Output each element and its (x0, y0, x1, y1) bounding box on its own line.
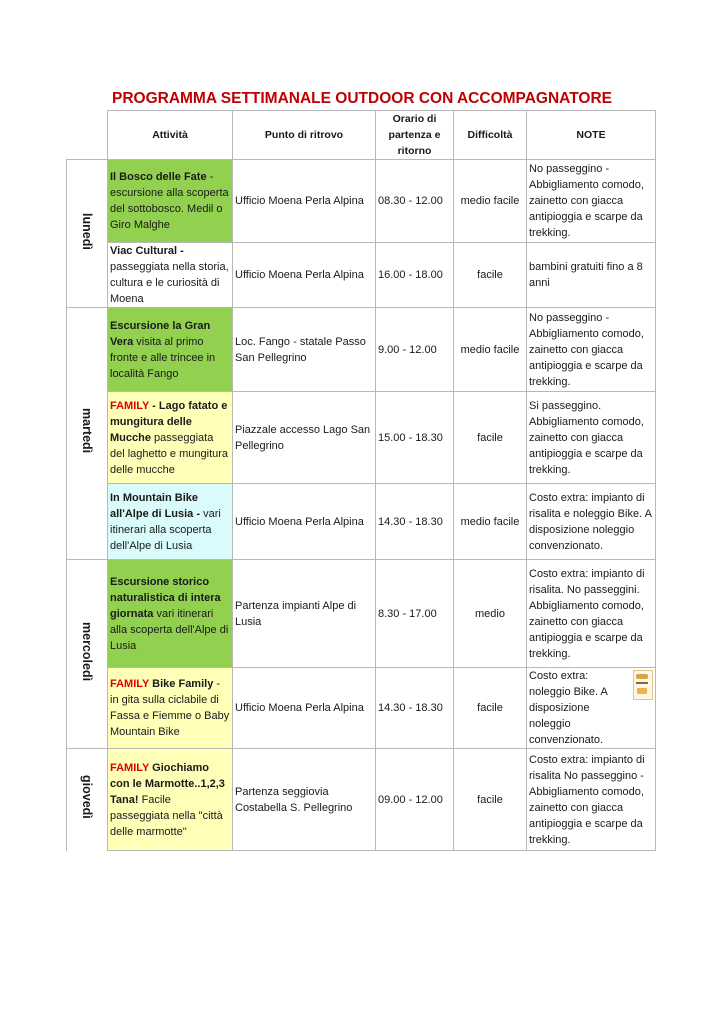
day-label-martedi: martedì (80, 408, 94, 454)
activity-title: Il Bosco delle Fate (110, 171, 207, 183)
activity-cell (108, 560, 233, 668)
meeting-point-cell: Ufficio Moena Perla Alpina (233, 243, 376, 308)
difficulty-cell: medio (454, 560, 527, 668)
table-row (67, 243, 656, 308)
notes-cell: Costo extra: impianto di risalita. No passeggini. Abbigliamento comodo, zainetto con giacca antipioggia e scarpe da trekking. (527, 560, 656, 668)
activity-cell (108, 668, 233, 749)
activity-title: In Mountain Bike all'Alpe di Lusia - (110, 491, 201, 520)
activity-cell (108, 484, 233, 560)
time-cell: 08.30 - 12.00 (376, 160, 454, 243)
header-time-line2: partenza e (388, 129, 441, 141)
meeting-point-cell: Piazzale accesso Lago San Pellegrino (233, 392, 376, 484)
activity-title: Bike Family (149, 678, 214, 690)
activity-description: - escursione alla scoperta del sottobosco. Medil o Giro Malghe (110, 171, 229, 231)
difficulty-cell: medio facile (454, 160, 527, 243)
table-row (67, 668, 656, 749)
day-label-lunedi: lunedì (80, 212, 94, 250)
moena-logo-icon (633, 670, 653, 700)
difficulty-cell: facile (454, 392, 527, 484)
activity-description: Facile passeggiata nella "città delle marmotte" (110, 793, 223, 838)
activity-title: - Lago fatato e mungitura delle Mucche (110, 399, 228, 444)
activity-cell (108, 160, 233, 243)
day-cell-giovedi (67, 749, 108, 851)
difficulty-cell: medio facile (454, 484, 527, 560)
header-time (376, 111, 454, 160)
table-row (67, 308, 656, 392)
notes-cell: Costo extra: impianto di risalita No passeggino - Abbigliamento comodo, zainetto con giacca antipioggia e scarpe da trekking. (527, 749, 656, 851)
schedule-table (66, 110, 656, 851)
notes-cell: No passeggino - Abbigliamento comodo, zainetto con giacca antipioggia e scarpe da trekking. (527, 160, 656, 243)
activity-description: vari itinerari alla scoperta dell'Alpe di Lusia (110, 507, 221, 552)
activity-description: passeggiata del laghetto e mungitura delle mucche (110, 431, 229, 476)
time-cell: 8.30 - 17.00 (376, 560, 454, 668)
activity-description: visita al primo fronte e alle trincee in località Fango (110, 335, 216, 380)
notes-text: Costo extra: noleggio Bike. A disposizione noleggio convenzionato. (529, 670, 608, 746)
activity-cell (108, 392, 233, 484)
table-row (67, 560, 656, 668)
meeting-point-cell: Ufficio Moena Perla Alpina (233, 484, 376, 560)
activity-title: Giochiamo con le Marmotte..1,2,3 Tana! (110, 761, 225, 806)
day-label-giovedi: giovedì (80, 775, 94, 820)
activity-title: Escursione storico naturalistica di intera giornata (110, 575, 221, 620)
meeting-point-cell: Partenza seggiovia Costabella S. Pellegrino (233, 749, 376, 851)
family-label: FAMILY (110, 399, 150, 412)
activity-cell (108, 749, 233, 851)
header-day-blank (67, 111, 108, 160)
notes-cell: bambini gratuiti fino a 8 anni (527, 243, 656, 308)
table-row (67, 160, 656, 243)
time-cell: 14.30 - 18.30 (376, 484, 454, 560)
header-meeting-point: Punto di ritrovo (233, 111, 376, 160)
header-notes: NOTE (527, 111, 656, 160)
notes-cell: Si passeggino. Abbigliamento comodo, zainetto con giacca antipioggia e scarpe da trekking. (527, 392, 656, 484)
difficulty-cell: facile (454, 243, 527, 308)
table-row (67, 484, 656, 560)
time-cell: 9.00 - 12.00 (376, 308, 454, 392)
table-row (67, 749, 656, 851)
time-cell: 16.00 - 18.00 (376, 243, 454, 308)
difficulty-cell: medio facile (454, 308, 527, 392)
activity-description: passeggiata nella storia, cultura e le curiosità di Moena (110, 261, 229, 305)
family-label: FAMILY (110, 678, 150, 690)
meeting-point-cell: Ufficio Moena Perla Alpina (233, 668, 376, 749)
header-row (67, 111, 656, 160)
notes-cell: Costo extra: impianto di risalita e noleggio Bike. A disposizione noleggio convenzionato. (527, 484, 656, 560)
time-cell: 14.30 - 18.30 (376, 668, 454, 749)
meeting-point-cell: Partenza impianti Alpe di Lusia (233, 560, 376, 668)
difficulty-cell: facile (454, 668, 527, 749)
header-activity: Attività (108, 111, 233, 160)
family-label: FAMILY (110, 761, 150, 774)
day-cell-mercoledi (67, 560, 108, 749)
header-difficulty: Difficoltà (454, 111, 527, 160)
difficulty-cell: facile (454, 749, 527, 851)
header-time-line3: ritorno (397, 145, 432, 157)
activity-cell (108, 308, 233, 392)
activity-title: Escursione la Gran Vera (110, 319, 211, 348)
notes-cell: No passeggino - Abbigliamento comodo, zainetto con giacca antipioggia e scarpe da trekking. (527, 308, 656, 392)
day-label-mercoledi: mercoledì (80, 621, 94, 682)
time-cell: 15.00 - 18.30 (376, 392, 454, 484)
meeting-point-cell: Loc. Fango - statale Passo San Pellegrino (233, 308, 376, 392)
table-row (67, 392, 656, 484)
activity-cell (108, 243, 233, 308)
time-cell: 09.00 - 12.00 (376, 749, 454, 851)
notes-cell (527, 668, 656, 749)
activity-title: Viac Cultural - (110, 245, 184, 257)
activity-description: - in gita sulla ciclabile di Fassa e Fiemme o Baby Mountain Bike (110, 678, 230, 738)
page-title: PROGRAMMA SETTIMANALE OUTDOOR CON ACCOMPAGNATORE (111, 90, 612, 107)
meeting-point-cell: Ufficio Moena Perla Alpina (233, 160, 376, 243)
day-cell-lunedi (67, 160, 108, 308)
day-cell-martedi (67, 308, 108, 560)
header-time-line1: Orario di (392, 113, 437, 125)
activity-description: vari itinerari alla scoperta dell'Alpe di Lusia (110, 607, 229, 652)
